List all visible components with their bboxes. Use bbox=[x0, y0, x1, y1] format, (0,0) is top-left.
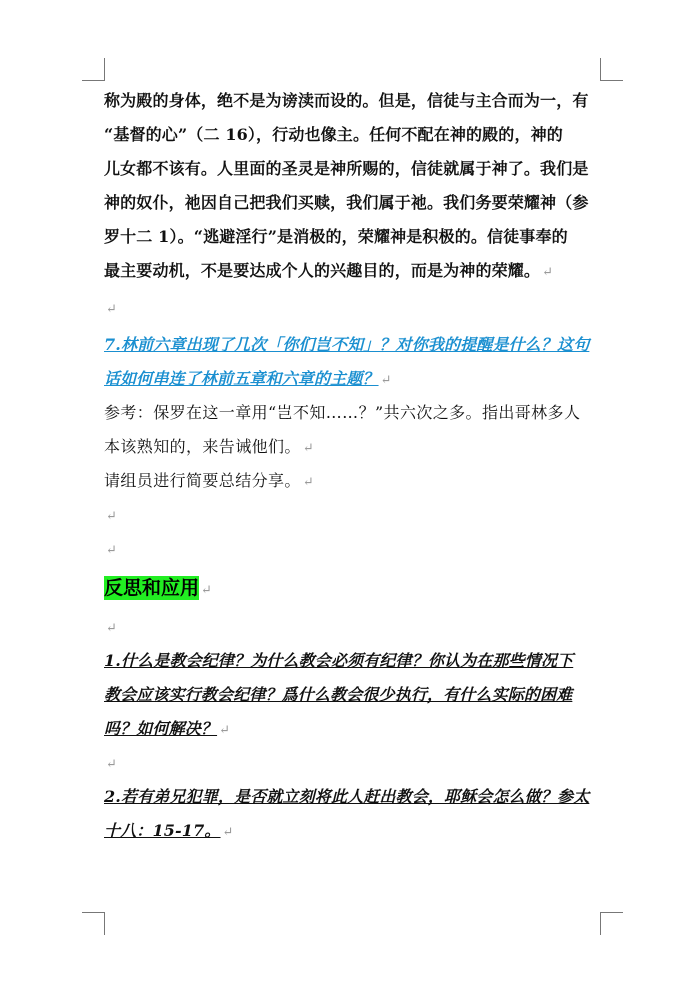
question-line: 教会应该实行教会纪律？爲什么教会很少执行，有什么实际的困难 bbox=[104, 685, 573, 704]
paragraph-commentary bbox=[104, 84, 604, 288]
question-line: 吗？如何解决？ bbox=[104, 719, 218, 738]
question-line: 1.什么是教会纪律？为什么教会必须有纪律？你认为在那些情况下 bbox=[104, 651, 574, 670]
text-line: 最主要动机，不是要达成个人的兴趣目的，而是为神的荣耀。 bbox=[104, 261, 541, 280]
question-line: 话如何串连了林前五章和六章的主题？ bbox=[104, 369, 379, 388]
paragraph-mark-icon: ↵ bbox=[222, 825, 234, 840]
crop-mark-bottom-left bbox=[82, 912, 105, 935]
section-heading: 反思和应用 bbox=[104, 577, 200, 599]
paragraph-mark-icon: ↵ bbox=[380, 373, 392, 388]
question-7 bbox=[104, 328, 604, 396]
question-line: 2.若有弟兄犯罪，是否就立刻将此人赶出教会，耶稣会怎么做？参太 bbox=[104, 787, 590, 806]
document-body[interactable] bbox=[104, 84, 604, 848]
paragraph-mark-icon: ↵ bbox=[106, 509, 117, 524]
paragraph-mark-icon: ↵ bbox=[302, 475, 315, 490]
paragraph-mark-icon: ↵ bbox=[219, 723, 231, 738]
text-line: 罗十二 1）。“逃避淫行”是消极的，荣耀神是积极的。信徒事奉的 bbox=[104, 227, 568, 246]
text-line: 儿女都不该有。人里面的圣灵是神所赐的，信徒就属于神了。我们是 bbox=[104, 159, 589, 178]
crop-mark-bottom-right bbox=[600, 912, 623, 935]
text-line: 神的奴仆，祂因自己把我们买赎，我们属于祂。我们务要荣耀神（参 bbox=[104, 193, 589, 212]
crop-mark-top-right bbox=[600, 58, 623, 81]
question-line: 十八：15-17。 bbox=[104, 821, 221, 840]
paragraph-mark-icon: ↵ bbox=[542, 265, 554, 280]
text-line: 称为殿的身体，绝不是为谤渎而设的。但是，信徒与主合而为一，有 bbox=[104, 91, 589, 110]
paragraph-mark-icon: ↵ bbox=[302, 441, 315, 456]
crop-mark-top-left bbox=[82, 58, 105, 81]
text-line: 参考：保罗在这一章用“岂不知……？”共六次之多。指出哥林多人 bbox=[104, 403, 581, 422]
question-1 bbox=[104, 644, 604, 746]
summary-instruction: 请组员进行简要总结分享。 bbox=[104, 471, 301, 490]
paragraph-mark-icon: ↵ bbox=[106, 757, 117, 772]
question-2 bbox=[104, 780, 604, 848]
paragraph-mark-icon: ↵ bbox=[201, 583, 212, 598]
text-line: 本该熟知的，来告诫他们。 bbox=[104, 437, 301, 456]
paragraph-mark-icon: ↵ bbox=[106, 543, 117, 558]
paragraph-mark-icon: ↵ bbox=[106, 302, 117, 317]
question-line: 7.林前六章出现了几次「你们岂不知」？对你我的提醒是什么？这句 bbox=[104, 335, 590, 354]
text-line: “基督的心”（二 16），行动也像主。任何不配在神的殿的，神的 bbox=[104, 125, 563, 144]
reference-answer bbox=[104, 396, 604, 464]
paragraph-mark-icon: ↵ bbox=[106, 621, 117, 636]
